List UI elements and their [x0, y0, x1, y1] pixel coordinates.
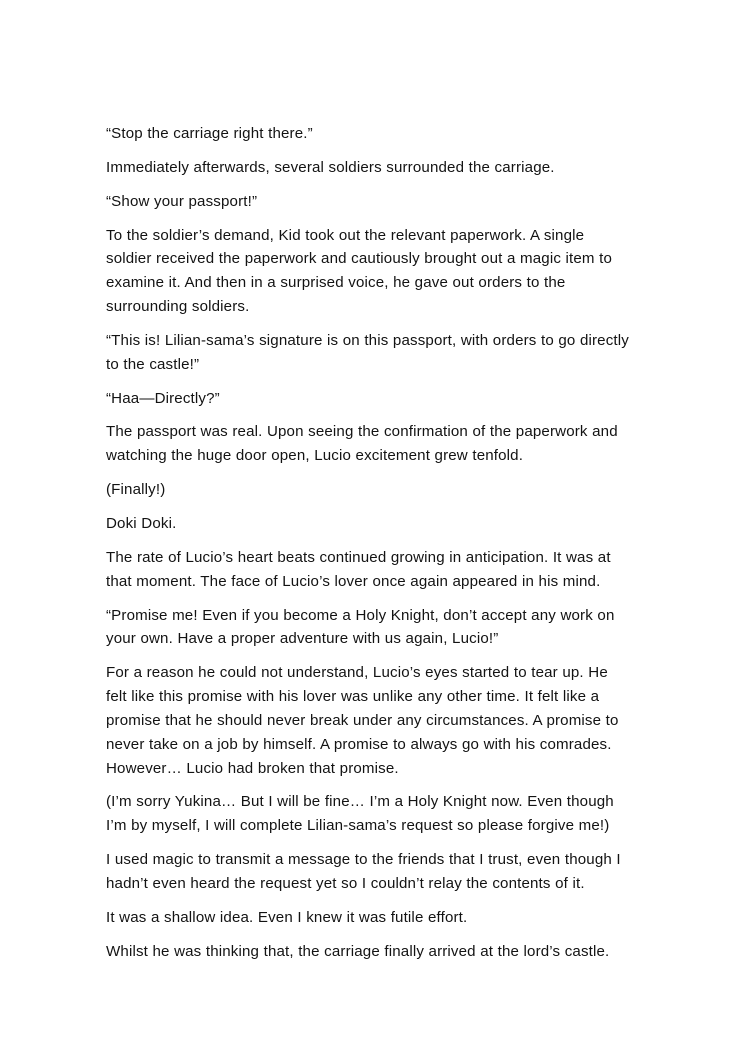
paragraph: (I’m sorry Yukina… But I will be fine… I’m a Holy Knight now. Even though I’m by myself, I will complete Lilian-sama’s request so please forgive me!): [106, 793, 614, 835]
paragraph: “This is! Lilian-sama’s signature is on this passport, with orders to go directly to the castle!”: [106, 331, 629, 373]
paragraph: The passport was real. Upon seeing the confirmation of the paperwork and watching the huge door open, Lucio excitement grew tenfold.: [106, 423, 618, 465]
paragraph: To the soldier’s demand, Kid took out the relevant paperwork. A single soldier received the paperwork and cautiously brought out a magic item to examine it. And then in a surprised voice, he gave out orders to the surrounding soldiers.: [106, 226, 613, 316]
paragraph: Immediately afterwards, several soldiers surrounded the carriage.: [106, 158, 555, 176]
paragraph: The rate of Lucio’s heart beats continued growing in anticipation. It was at that moment. The face of Lucio’s lover once again appeared in his mind.: [106, 548, 611, 590]
paragraph: (Finally!): [106, 481, 166, 499]
paragraph: I used magic to transmit a message to the friends that I trust, even though I hadn’t even heard the request yet so I couldn’t relay the contents of it.: [106, 851, 621, 892]
paragraph: “Stop the carriage right there.”: [106, 125, 313, 142]
paragraph: Whilst he was thinking that, the carriage finally arrived at the lord’s castle.: [106, 942, 610, 960]
paragraph: “Promise me! Even if you become a Holy Knight, don’t accept any work on your own. Have a proper adventure with us again, Lucio!”: [106, 606, 615, 648]
document-body: [106, 122, 633, 963]
paragraph: Doki Doki.: [106, 514, 177, 532]
paragraph: For a reason he could not understand, Lucio’s eyes started to tear up. He felt like this promise with his lover was unlike any other time. It felt like a promise that he should never break under any circumstances. A promise to never take on a job by himself. A promise to always go with his comrades. However… Lucio had broken that promise.: [106, 664, 619, 777]
paragraph: “Haa—Directly?”: [106, 389, 220, 407]
paragraph: “Show your passport!”: [106, 192, 258, 210]
paragraph: It was a shallow idea. Even I knew it was futile effort.: [106, 908, 468, 926]
